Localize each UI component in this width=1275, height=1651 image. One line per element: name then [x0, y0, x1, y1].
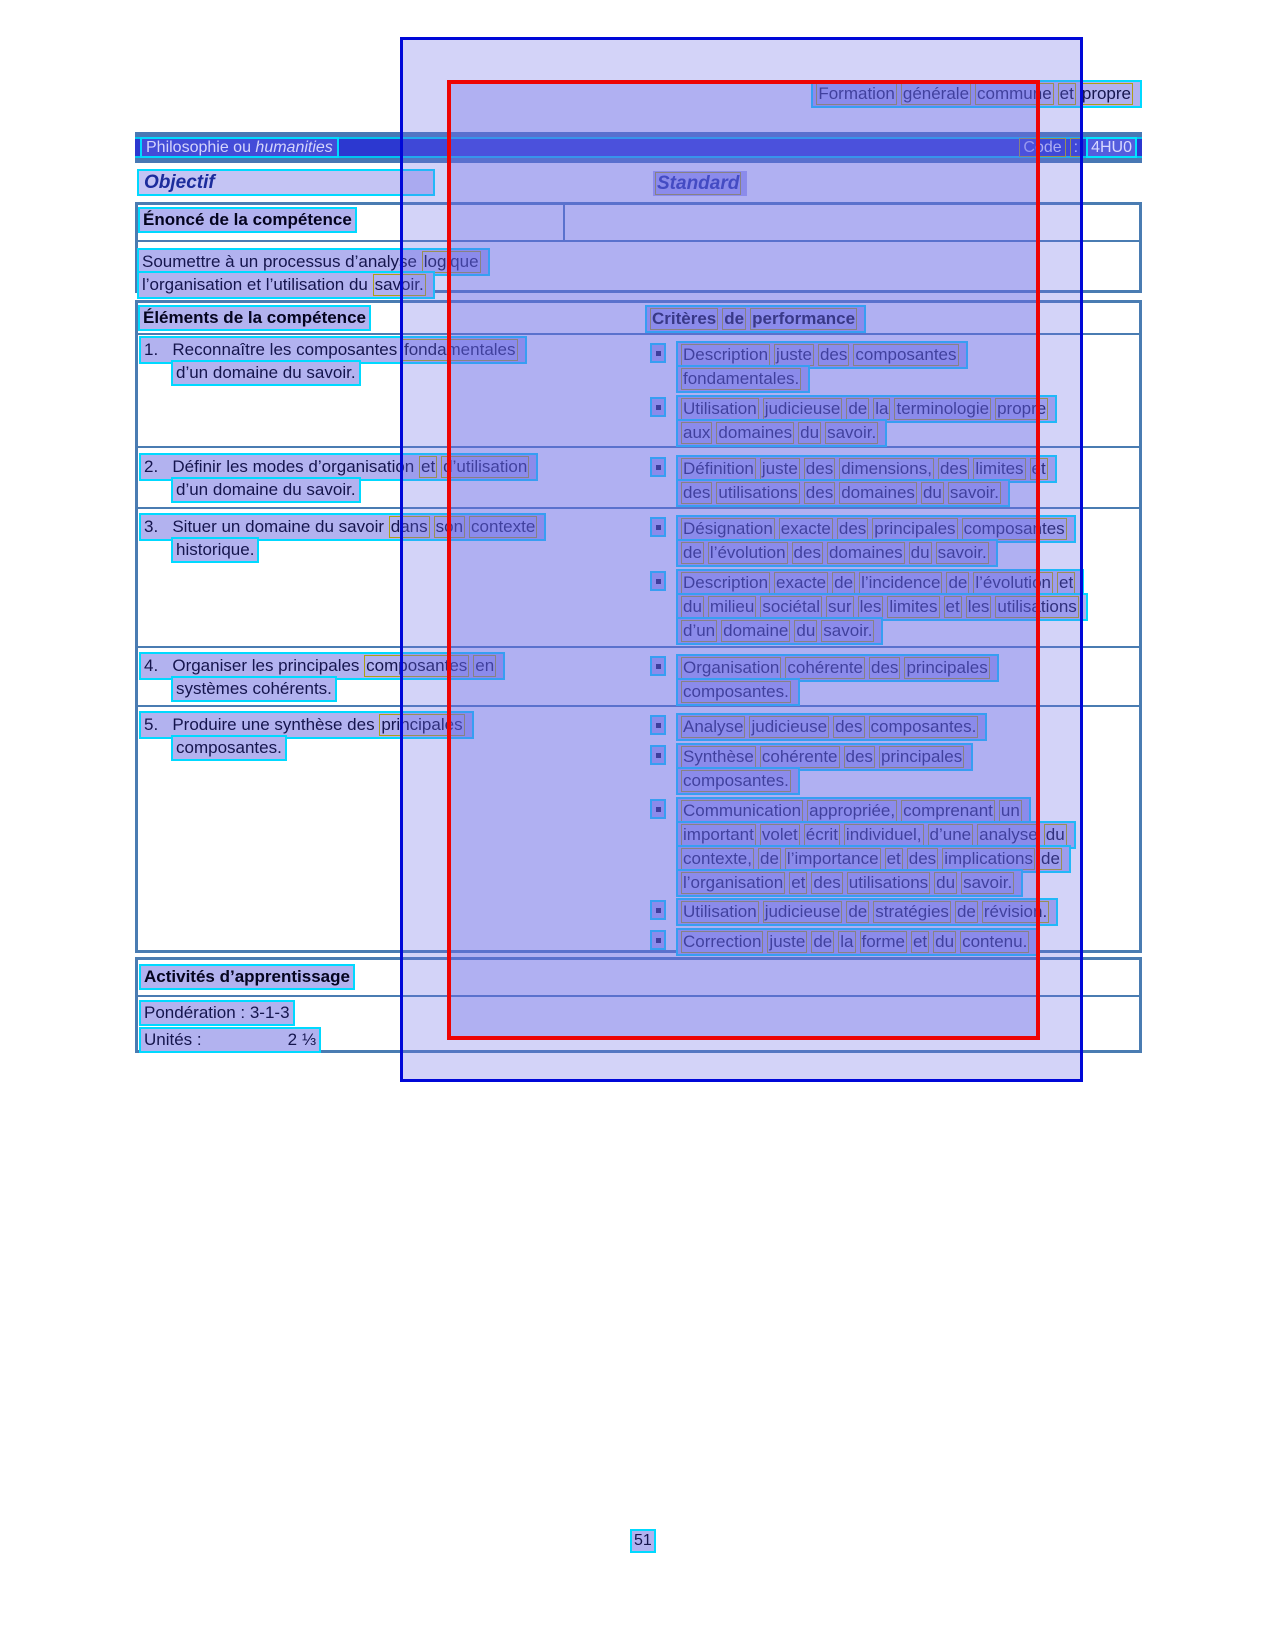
criteria-line: de l’évolution des domaines du savoir.: [676, 539, 998, 567]
criteria-line: Utilisation judicieuse de la terminologie propre: [676, 395, 1057, 423]
course-code: [1019, 137, 1137, 158]
unites-label: Unités :: [144, 1030, 202, 1049]
item-line: 2. Définir les modes d’organisation et d’utilisation: [139, 453, 538, 481]
criteria-line: fondamentales.: [676, 365, 810, 393]
criteria-line: contexte, de l’importance et des implications de: [676, 845, 1071, 873]
enonce-line: Soumettre à un processus d’analyse logique: [137, 248, 490, 276]
criteria-line: d’un domaine du savoir.: [676, 617, 883, 645]
table-row-divider: [138, 507, 1139, 509]
bullet-icon: [650, 397, 666, 417]
criteria-line: du milieu sociétal sur les limites et les utilisations: [676, 593, 1088, 621]
item-line: systèmes cohérents.: [171, 676, 337, 702]
item-line: 1. Reconnaître les composantes fondamentales: [139, 336, 527, 364]
criteria-line: composantes.: [676, 767, 800, 795]
activites-title: Activités d’apprentissage: [139, 964, 355, 990]
criteria-line: Description juste des composantes: [676, 341, 968, 369]
course-header-stripe: [135, 137, 1142, 158]
table-row-divider: [138, 240, 1139, 242]
enonce-line: l’organisation et l’utilisation du savoir.: [137, 271, 435, 299]
bullet-icon: [650, 343, 666, 363]
bullet-icon: [650, 571, 666, 591]
enonce-title: Énoncé de la compétence: [138, 207, 357, 233]
criteria-line: composantes.: [676, 678, 800, 706]
code-separator: :: [1070, 138, 1082, 157]
criteria-line: important volet écrit individuel, d’une analyse du: [676, 821, 1076, 849]
item-line: 3. Situer un domaine du savoir dans son contexte: [139, 513, 546, 541]
table-row-divider: [138, 995, 1139, 997]
code-label: Code: [1019, 138, 1065, 157]
criteria-line: Définition juste des dimensions, des limites et: [676, 455, 1057, 483]
criteria-line: Description exacte de l’incidence de l’évolution et: [676, 569, 1084, 597]
criteria-title: Critères de performance: [645, 305, 866, 333]
table-column-divider: [563, 205, 565, 240]
item-line: 5. Produire une synthèse des principales: [139, 711, 474, 739]
criteria-line: Correction juste de la forme et du contenu.: [676, 928, 1038, 956]
criteria-line: l’organisation et des utilisations du savoir.: [676, 869, 1023, 897]
bullet-icon: [650, 799, 666, 819]
table-row-divider: [138, 646, 1139, 648]
criteria-line: des utilisations des domaines du savoir.: [676, 479, 1010, 507]
standard-heading: Standard: [653, 171, 747, 196]
unites-value: 2 ⅓: [287, 1030, 316, 1049]
item-line: historique.: [171, 537, 259, 563]
course-title-regular: Philosophie ou: [146, 139, 256, 156]
code-value: 4HU0: [1086, 137, 1137, 158]
bullet-icon: [650, 517, 666, 537]
bullet-icon: [650, 457, 666, 477]
criteria-line: aux domaines du savoir.: [676, 419, 887, 447]
bullet-icon: [650, 715, 666, 735]
page-number: 51: [630, 1529, 656, 1553]
course-title-italic: humanities: [255, 139, 333, 156]
criteria-line: Désignation exacte des principales composantes: [676, 515, 1076, 543]
program-title-line: Formation générale commune et propre: [811, 80, 1142, 108]
criteria-line: Communication appropriée, comprenant un: [676, 797, 1031, 825]
course-title: [140, 137, 339, 158]
table-row-divider: [138, 446, 1139, 448]
criteria-line: Analyse judicieuse des composantes.: [676, 713, 987, 741]
item-line: d’un domaine du savoir.: [171, 477, 361, 503]
ponderation-line: Pondération : 3-1-3: [139, 1000, 295, 1026]
course-header-bar: [135, 132, 1142, 163]
bullet-icon: [650, 656, 666, 676]
criteria-line: Organisation cohérente des principales: [676, 654, 999, 682]
bullet-icon: [650, 745, 666, 765]
table-row-divider: [138, 333, 1139, 335]
unites-line: [139, 1027, 321, 1053]
table-row-divider: [138, 705, 1139, 707]
item-line: 4. Organiser les principales composantes en: [139, 652, 505, 680]
elements-title: Éléments de la compétence: [138, 305, 371, 331]
criteria-line: Synthèse cohérente des principales: [676, 743, 973, 771]
bullet-icon: [650, 930, 666, 950]
objectif-heading: Objectif: [137, 169, 435, 196]
item-line: composantes.: [171, 735, 287, 761]
criteria-line: Utilisation judicieuse de stratégies de révision.: [676, 898, 1058, 926]
bullet-icon: [650, 900, 666, 920]
item-line: d’un domaine du savoir.: [171, 360, 361, 386]
